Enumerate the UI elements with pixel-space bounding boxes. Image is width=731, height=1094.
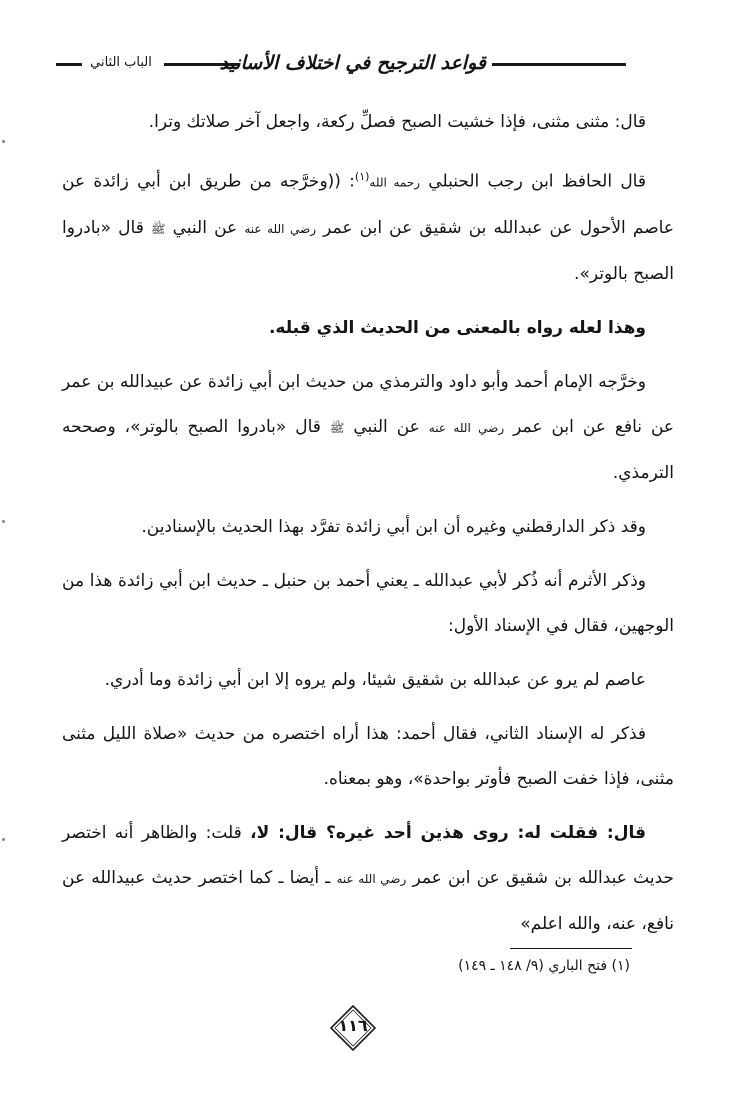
paragraph-9-bold-text: قال: فقلت له: روى هذين أحد غيره؟ قال: لا، xyxy=(250,822,646,843)
paragraph-7 xyxy=(62,658,674,703)
paragraph-1-text: قال: مثنى مثنى، فإذا خشيت الصبح فصلِّ ركعة، واجعل آخر صلاتك وترا. xyxy=(148,112,646,132)
header-rule-right xyxy=(492,63,626,66)
honorific-mark: ﷺ xyxy=(329,420,345,435)
header-rule-left xyxy=(56,63,82,66)
honorific-mark: رضي الله عنه xyxy=(244,221,317,236)
paragraph-9-text-b: ـ أيضا ـ كما اختصر حديث عبيدالله عن نافع، عنه، والله اعلم» xyxy=(62,867,674,934)
paragraph-1 xyxy=(62,100,674,145)
scan-mark xyxy=(2,838,5,841)
paragraph-8 xyxy=(62,712,674,802)
paragraph-6 xyxy=(62,559,674,649)
paragraph-4-text-b: عن النبي xyxy=(353,416,420,437)
paragraph-6-text: وذكر الأثرم أنه ذُكر لأبي عبدالله ـ يعني أحمد بن حنبل ـ حديث ابن أبي زائدة هذا من الوجهين، فقال في الإسناد الأول: xyxy=(62,570,674,636)
honorific-mark: رضي الله عنه xyxy=(428,420,505,435)
paragraph-5-text: وقد ذكر الدارقطني وغيره أن ابن أبي زائدة تفرَّد بهذا الحديث بالإسنادين. xyxy=(141,516,646,537)
footnote-separator xyxy=(510,948,632,949)
running-header xyxy=(56,50,626,84)
paragraph-9-text-a: قلت: والظاهر أنه اختصر حديث عبدالله بن شقيق عن ابن عمر xyxy=(62,822,675,888)
footnote-ref[interactable]: (١) xyxy=(354,170,370,183)
honorific-mark: رضي الله عنه xyxy=(336,871,407,886)
scan-mark xyxy=(2,520,5,523)
paragraph-3 xyxy=(62,306,674,351)
paragraph-2-text-a: قال الحافظ ابن رجب الحنبلي xyxy=(428,171,646,192)
page-number: ١١٦ xyxy=(338,1016,368,1035)
paragraph-5 xyxy=(62,505,674,550)
honorific-mark: ﷺ xyxy=(150,221,166,236)
body-text xyxy=(62,100,674,956)
paragraph-2-text-c: عن النبي xyxy=(172,217,238,238)
footnote: (١) فتح الباري (٩/ ١٤٨ ـ ١٤٩) xyxy=(458,958,630,974)
honorific-mark: رحمه الله xyxy=(369,175,421,190)
scan-mark xyxy=(2,140,5,143)
page-number-medallion xyxy=(325,1004,381,1052)
paragraph-7-text: عاصم لم يرو عن عبدالله بن شقيق شيئا، ولم يروه إلا ابن أبي زائدة وما أدري. xyxy=(104,669,646,690)
chapter-label: الباب الثاني xyxy=(90,55,152,70)
book-title: قواعد الترجيح في اختلاف الأسانيد xyxy=(219,52,486,74)
paragraph-3-text: وهذا لعله رواه بالمعنى من الحديث الذي قبله. xyxy=(268,317,646,338)
paragraph-4-text-a: وخرَّجه الإمام أحمد وأبو داود والترمذي من حديث ابن أبي زائدة عن عبيدالله بن عمر عن نافع عن ابن عمر xyxy=(62,371,675,437)
paragraph-9 xyxy=(62,811,674,947)
paragraph-2-text-d: قال «بادروا الصبح بالوتر». xyxy=(62,217,674,284)
paragraph-4-text-c: قال «بادروا الصبح بالوتر»، وصححه الترمذي. xyxy=(62,416,674,483)
paragraph-2-text-b: : ((وخرَّجه من طريق ابن أبي زائدة عن عاصم الأحول عن عبدالله بن شقيق عن ابن عمر xyxy=(62,171,674,238)
paragraph-4 xyxy=(62,360,674,496)
paragraph-2 xyxy=(62,154,674,297)
paragraph-8-text: فذكر له الإسناد الثاني، فقال أحمد: هذا أراه اختصره من حديث «صلاة الليل مثنى مثنى، فإذا خفت الصبح فأوتر بواحدة»، وهو بمعناه. xyxy=(62,723,674,789)
